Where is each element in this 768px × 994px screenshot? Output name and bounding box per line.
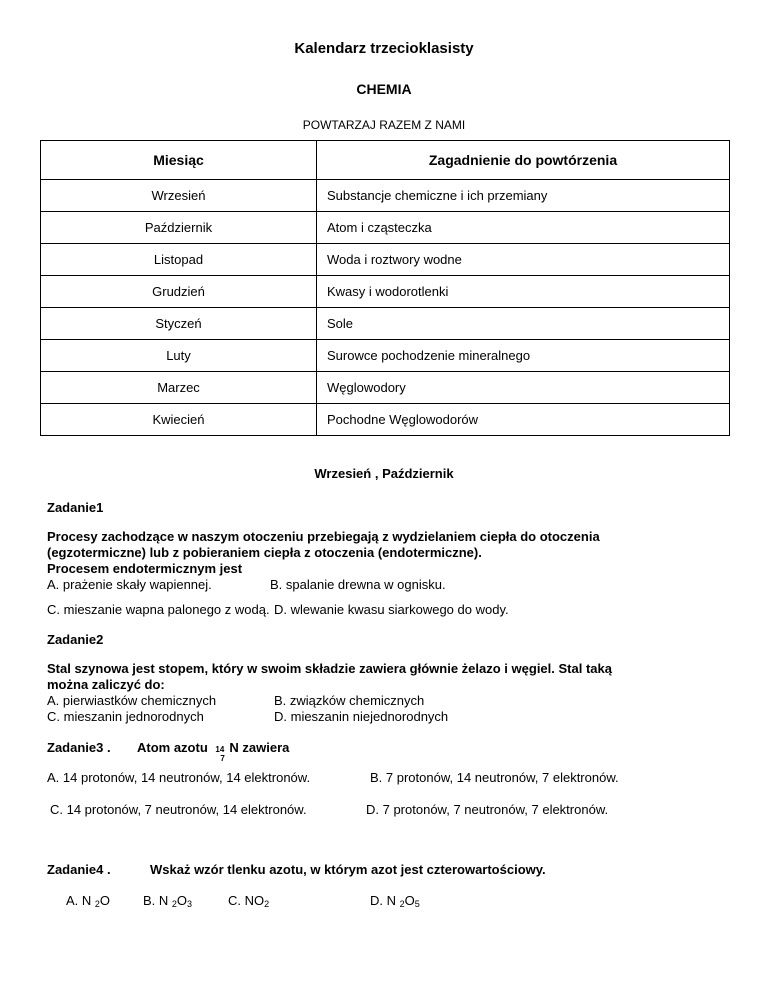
task1-option-a: A. prażenie skały wapiennej.: [47, 577, 212, 592]
task2-label: Zadanie2: [47, 632, 104, 647]
task4-option-d: D. N $_2O_5$: [370, 893, 420, 909]
column-header-topic: Zagadnienie do powtórzenia: [317, 141, 730, 180]
table-row: [41, 180, 730, 212]
calendar-table: [40, 140, 730, 436]
task2-option-c: C. mieszanin jednorodnych: [47, 709, 204, 724]
month-cell: Grudzień: [41, 276, 317, 308]
column-header-month: Miesiąc: [41, 141, 317, 180]
topic-cell: Atom i cząsteczka: [317, 212, 730, 244]
table-header-row: [41, 141, 730, 180]
table-row: [41, 308, 730, 340]
document-title: Kalendarz trzecioklasisty: [294, 40, 474, 57]
table-row: [41, 244, 730, 276]
table-row: [41, 276, 730, 308]
topic-cell: Kwasy i wodorotlenki: [317, 276, 730, 308]
task1-text-line3: Procesem endotermicznym jest: [47, 561, 243, 576]
table-row: [41, 372, 730, 404]
month-cell: Marzec: [41, 372, 317, 404]
month-cell: Kwiecień: [41, 404, 317, 436]
topic-cell: Surowce pochodzenie mineralnego: [317, 340, 730, 372]
topic-cell: Substancje chemiczne i ich przemiany: [317, 180, 730, 212]
task1-text-line1: Procesy zachodzące w naszym otoczeniu przebiegają z wydzielaniem ciepła do otoczenia: [47, 529, 600, 544]
task2-text-line2: można zaliczyć do:: [47, 677, 165, 692]
table-row: [41, 340, 730, 372]
topic-cell: Węglowodory: [317, 372, 730, 404]
task1-option-c: C. mieszanie wapna palonego z wodą.: [47, 602, 270, 617]
task2-option-b: B. związków chemicznych: [274, 693, 425, 708]
task1-label: Zadanie1: [47, 500, 104, 515]
subject-title: CHEMIA: [356, 81, 412, 97]
table-row: [41, 212, 730, 244]
task3-question-pre: Atom azotu: [137, 740, 208, 755]
task4-label: Zadanie4 .: [47, 862, 111, 877]
task4-question: Wskaż wzór tlenku azotu, w którym azot jest czterowartościowy.: [150, 862, 546, 877]
task3-question-post: zawiera: [242, 740, 290, 755]
isotope-mass-number: 14: [215, 745, 225, 754]
task1-option-d: D. wlewanie kwasu siarkowego do wody.: [274, 602, 509, 617]
isotope-atomic-number: 7: [220, 754, 225, 763]
task3-label: Zadanie3 .: [47, 740, 111, 755]
month-cell: Listopad: [41, 244, 317, 276]
task1-option-b: B. spalanie drewna w ognisku.: [270, 577, 446, 592]
topic-cell: Pochodne Węglowodorów: [317, 404, 730, 436]
task2-option-a: A. pierwiastków chemicznych: [47, 693, 217, 708]
topic-cell: Sole: [317, 308, 730, 340]
section-title: Wrzesień , Październik: [314, 466, 454, 481]
month-cell: Luty: [41, 340, 317, 372]
task4-option-c: C. $NO_2$: [228, 893, 270, 909]
task3-option-a: A. 14 protonów, 14 neutronów, 14 elektronów.: [47, 770, 311, 785]
task2-text-line1: Stal szynowa jest stopem, który w swoim składzie zawiera głównie żelazo i węgiel. Stal taką: [47, 661, 612, 676]
subtitle: POWTARZAJ RAZEM Z NAMI: [302, 118, 466, 132]
task3-option-d: D. 7 protonów, 7 neutronów, 7 elektronów.: [366, 802, 609, 817]
month-cell: Styczeń: [41, 308, 317, 340]
month-cell: Wrzesień: [41, 180, 317, 212]
task3-option-b: B. 7 protonów, 14 neutronów, 7 elektronów.: [370, 770, 619, 785]
task4-option-a: A. N $_2$O: [66, 893, 111, 909]
task2-option-d: D. mieszanin niejednorodnych: [274, 709, 449, 724]
task4-option-b: B. N $_2O_3$: [143, 893, 193, 909]
table-row: [41, 404, 730, 436]
topic-cell: Woda i roztwory wodne: [317, 244, 730, 276]
task3-option-c: C. 14 protonów, 7 neutronów, 14 elektronów.: [50, 802, 307, 817]
task1-text-line2: (egzotermiczne) lub z pobieraniem ciepła z otoczenia (endotermiczne).: [47, 545, 482, 560]
isotope-symbol: N: [229, 740, 239, 755]
task3-question: [137, 740, 290, 763]
month-cell: Październik: [41, 212, 317, 244]
